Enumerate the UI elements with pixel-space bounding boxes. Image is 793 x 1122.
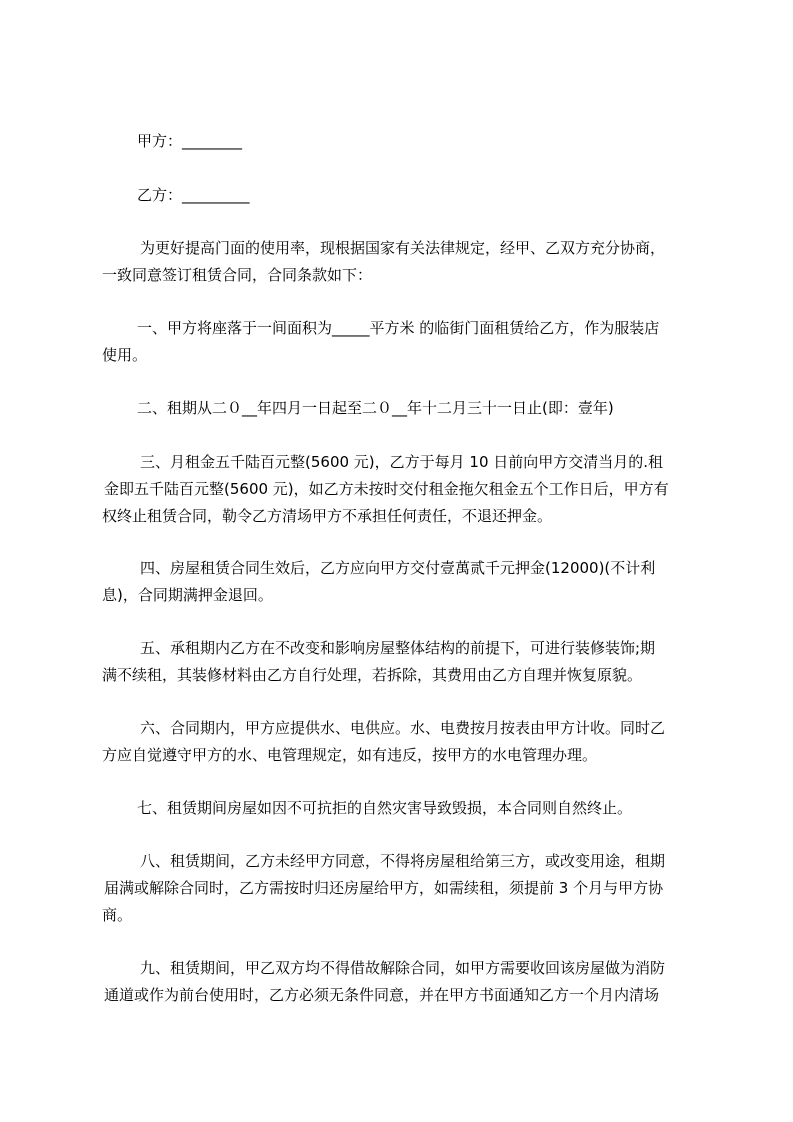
clause-8-line-2: 届满或解除合同时，乙方需按时归还房屋给甲方，如需续租，须提前 3 个月与甲方协 — [104, 879, 664, 897]
clause-8-line-1: 八、租赁期间，乙方未经甲方同意，不得将房屋租给第三方，或改变用途，租期 — [140, 852, 666, 870]
clause-8-line-3: 商。 — [102, 906, 133, 924]
clause-4-line-2: 息)，合同期满押金退回。 — [102, 586, 273, 604]
clause-4-line-1: 四、房屋租赁合同生效后，乙方应向甲方交付壹萬贰千元押金(12000)(不计利 — [140, 559, 656, 577]
clause-9-line-2: 通道或作为前台使用时，乙方必须无条件同意，并在甲方书面通知乙方一个月内清场 — [104, 986, 660, 1004]
clause-1-line-2: 使用。 — [102, 346, 148, 364]
party-a-line: 甲方：________ — [137, 132, 243, 150]
document-body — [100, 0, 700, 1122]
clause-9-line-1: 九、租赁期间，甲乙双方均不得借故解除合同，如甲方需要收回该房屋做为消防 — [140, 959, 666, 977]
intro-line-2: 一致同意签订租赁合同，合同条款如下： — [102, 266, 373, 284]
clause-2-line-1: 二、租期从二０__年四月一日起至二０__年十二月三十一日止(即：壹年) — [137, 399, 614, 417]
clause-1-line-1: 一、甲方将座落于一间面积为_____平方米 的临街门面租赁给乙方，作为服装店 — [137, 319, 660, 337]
intro-line-1: 为更好提高门面的使用率，现根据国家有关法律规定，经甲、乙双方充分协商， — [140, 239, 666, 257]
clause-3-line-1: 三、月租金五千陆百元整(5600 元)，乙方于每月 10 日前向甲方交清当月的.租 — [140, 453, 664, 471]
clause-5-line-2: 满不续租，其装修材料由乙方自行处理，若拆除，其费用由乙方自理并恢复原貌。 — [102, 666, 643, 684]
clause-6-line-1: 六、合同期内，甲方应提供水、电供应。水、电费按月按表由甲方计收。同时乙 — [140, 719, 666, 737]
clause-3-line-3: 权终止租赁合同，勒令乙方清场甲方不承担任何责任，不退还押金。 — [102, 507, 553, 525]
clause-6-line-2: 方应自觉遵守甲方的水、电管理规定，如有违反，按甲方的水电管理办理。 — [102, 746, 598, 764]
clause-3-line-2: 金即五千陆百元整(5600 元)，如乙方未按时交付租金拖欠租金五个工作日后，甲方有 — [104, 480, 669, 498]
clause-7-line-1: 七、租赁期间房屋如因不可抗拒的自然灾害导致毁损，本合同则自然终止。 — [137, 799, 633, 817]
clause-5-line-1: 五、承租期内乙方在不改变和影响房屋整体结构的前提下，可进行装修装饰;期 — [140, 639, 656, 657]
party-b-line: 乙方：_________ — [137, 186, 250, 204]
